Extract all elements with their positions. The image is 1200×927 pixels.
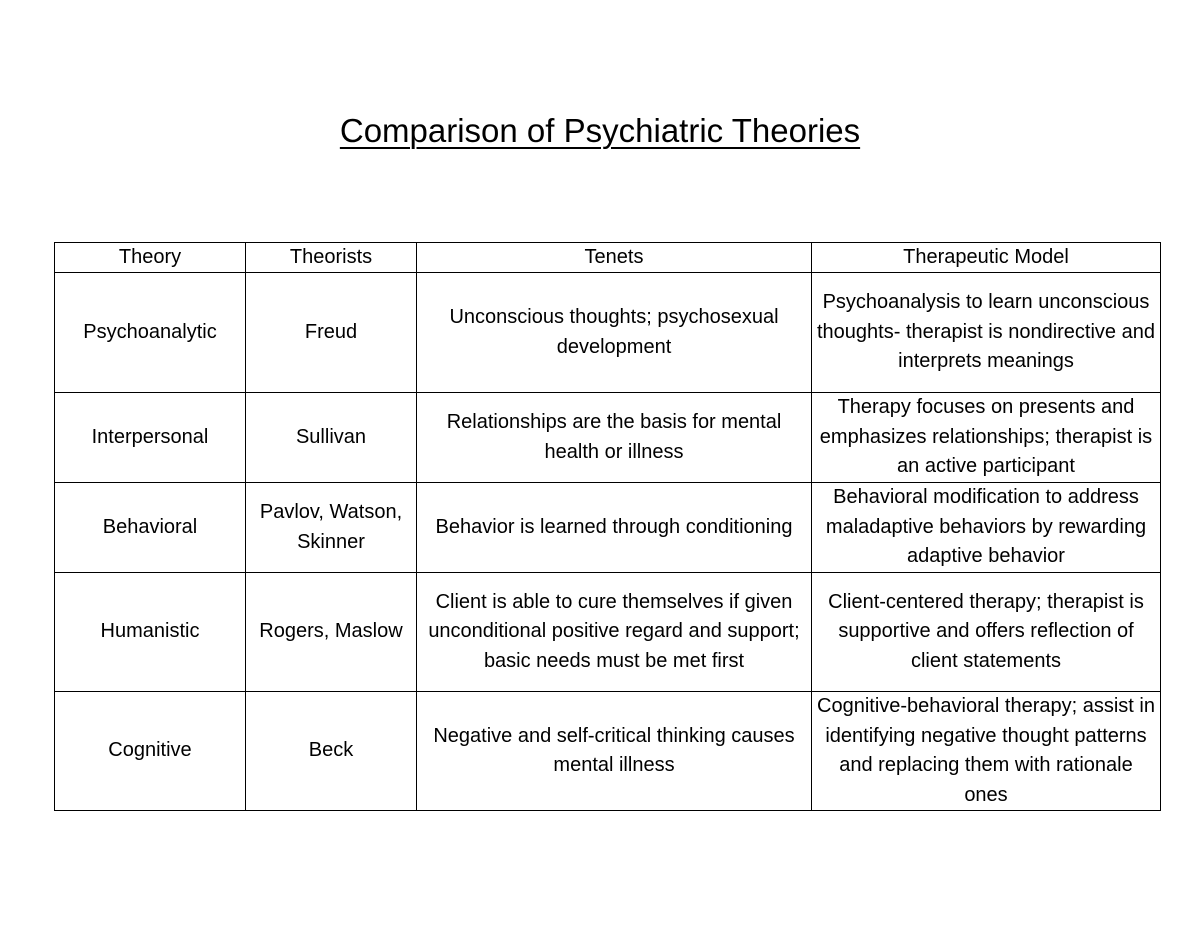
cell-therapeutic-model: Behavioral modification to address maladaptive behaviors by rewarding adaptive behavior bbox=[812, 483, 1161, 573]
cell-therapeutic-model: Therapy focuses on presents and emphasizes relationships; therapist is an active participant bbox=[812, 393, 1161, 483]
table-row bbox=[55, 273, 1161, 393]
cell-tenets: Unconscious thoughts; psychosexual development bbox=[417, 273, 812, 393]
header-therapeutic-model: Therapeutic Model bbox=[812, 243, 1161, 273]
cell-theorists: Freud bbox=[246, 273, 417, 393]
table-row bbox=[55, 692, 1161, 811]
page-title: Comparison of Psychiatric Theories bbox=[339, 112, 861, 149]
cell-tenets: Client is able to cure themselves if given unconditional positive regard and support; basic needs must be met first bbox=[417, 573, 812, 692]
cell-theory: Humanistic bbox=[55, 573, 246, 692]
cell-therapeutic-model: Psychoanalysis to learn unconscious thoughts- therapist is nondirective and interprets meanings bbox=[812, 273, 1161, 393]
cell-tenets: Relationships are the basis for mental health or illness bbox=[417, 393, 812, 483]
table-row bbox=[55, 393, 1161, 483]
cell-theorists: Rogers, Maslow bbox=[246, 573, 417, 692]
header-theory: Theory bbox=[55, 243, 246, 273]
cell-tenets: Behavior is learned through conditioning bbox=[417, 483, 812, 573]
header-theorists: Theorists bbox=[246, 243, 417, 273]
table-row bbox=[55, 483, 1161, 573]
cell-theory: Interpersonal bbox=[55, 393, 246, 483]
cell-theorists: Beck bbox=[246, 692, 417, 811]
cell-theory: Psychoanalytic bbox=[55, 273, 246, 393]
cell-theory: Behavioral bbox=[55, 483, 246, 573]
cell-theorists: Sullivan bbox=[246, 393, 417, 483]
table-header-row bbox=[55, 243, 1161, 273]
table-row bbox=[55, 573, 1161, 692]
cell-therapeutic-model: Cognitive-behavioral therapy; assist in identifying negative thought patterns and replacing them with rationale ones bbox=[812, 692, 1161, 811]
cell-tenets: Negative and self-critical thinking causes mental illness bbox=[417, 692, 812, 811]
cell-theorists: Pavlov, Watson, Skinner bbox=[246, 483, 417, 573]
theories-table bbox=[54, 242, 1161, 811]
header-tenets: Tenets bbox=[417, 243, 812, 273]
cell-therapeutic-model: Client-centered therapy; therapist is supportive and offers reflection of client statements bbox=[812, 573, 1161, 692]
cell-theory: Cognitive bbox=[55, 692, 246, 811]
